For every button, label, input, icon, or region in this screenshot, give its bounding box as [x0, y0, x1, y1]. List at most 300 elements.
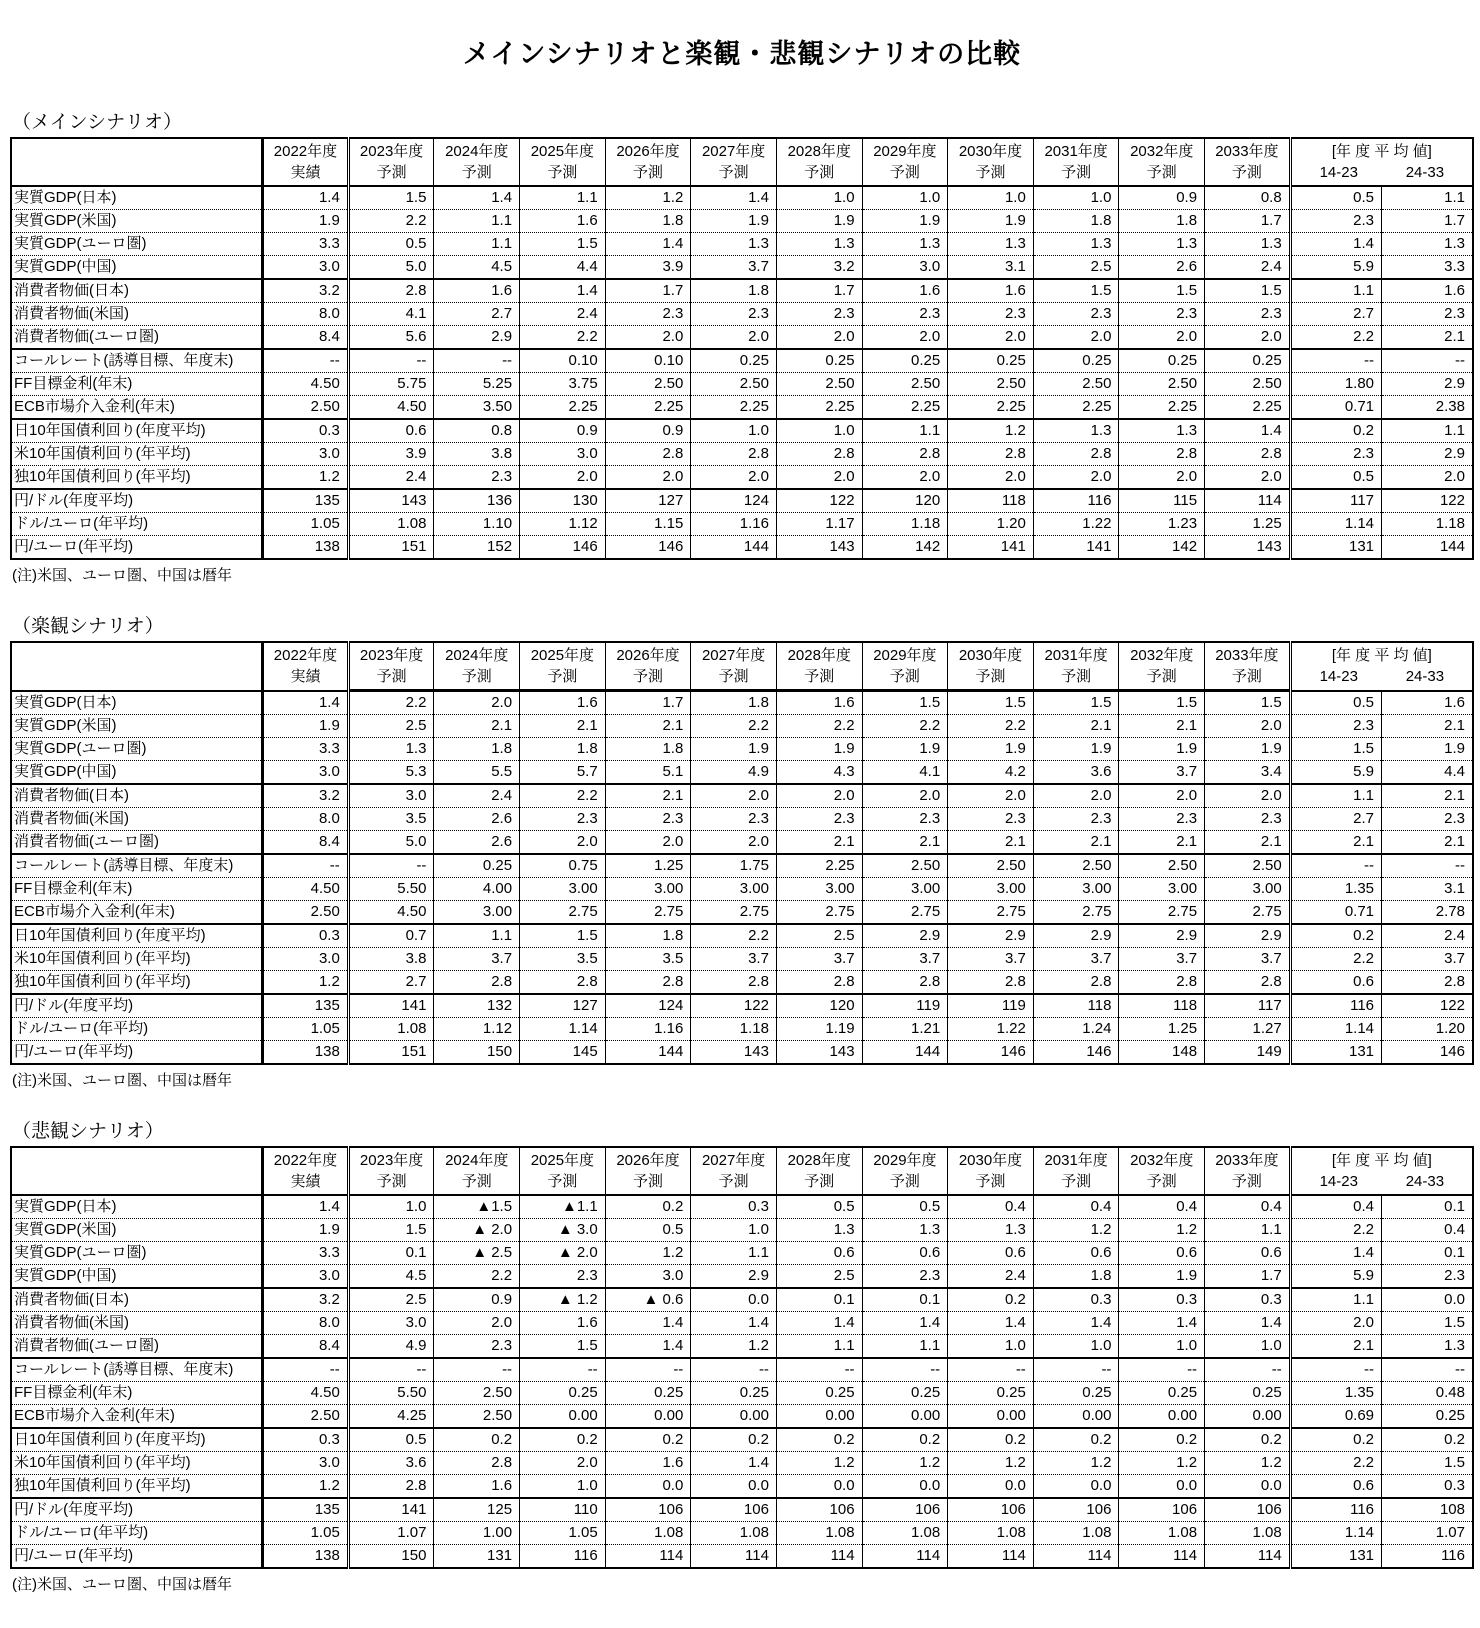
row-label-cell: コールレート(誘導目標、年度末)	[11, 854, 263, 878]
value-cell: 0.2	[776, 1428, 862, 1452]
value-cell: 1.3	[691, 233, 777, 256]
value-cell: 0.2	[948, 1288, 1034, 1312]
value-cell: 3.0	[862, 256, 948, 280]
value-cell: 1.9	[691, 738, 777, 761]
value-cell: 1.3	[948, 233, 1034, 256]
value-cell: 2.25	[776, 396, 862, 420]
value-cell: 0.3	[1205, 1288, 1291, 1312]
value-cell: 0.71	[1290, 396, 1381, 420]
row-label-cell: 実質GDP(ユーロ圏)	[11, 1242, 263, 1265]
value-cell: 106	[1119, 1498, 1205, 1522]
value-cell: 1.2	[776, 1452, 862, 1475]
value-cell: 1.08	[1033, 1522, 1119, 1545]
value-cell: 141	[1033, 536, 1119, 560]
value-cell: 1.1	[1205, 1219, 1291, 1242]
value-cell: 1.9	[862, 738, 948, 761]
value-cell: 0.5	[1290, 691, 1381, 715]
value-cell: 2.4	[1205, 256, 1291, 280]
value-cell: 3.7	[1205, 948, 1291, 971]
value-cell: 2.3	[1033, 808, 1119, 831]
value-cell: 2.8	[348, 1475, 434, 1499]
value-cell: 1.7	[605, 691, 691, 715]
value-cell: 141	[948, 536, 1034, 560]
value-cell: 2.50	[1119, 373, 1205, 396]
value-cell: 1.3	[1382, 233, 1473, 256]
value-cell: 1.18	[862, 513, 948, 536]
value-cell: 0.25	[1382, 1405, 1473, 1429]
value-cell: 2.3	[862, 1265, 948, 1289]
value-cell: 114	[1119, 1545, 1205, 1569]
value-cell: 106	[691, 1498, 777, 1522]
value-cell: 2.25	[862, 396, 948, 420]
value-cell: 5.50	[348, 878, 434, 901]
header-average-cell: [年 度 平 均 値] 14-23 24-33	[1290, 1147, 1473, 1195]
value-cell: 4.9	[691, 761, 777, 785]
value-cell: 2.7	[1290, 808, 1381, 831]
value-cell: 124	[605, 994, 691, 1018]
value-cell: 1.3	[776, 1219, 862, 1242]
value-cell: 2.3	[1290, 715, 1381, 738]
row-label-cell: 円/ユーロ(年平均)	[11, 1041, 263, 1065]
value-cell: 1.4	[691, 1452, 777, 1475]
value-cell: 106	[1205, 1498, 1291, 1522]
value-cell: 2.0	[434, 691, 520, 715]
value-cell: 2.2	[862, 715, 948, 738]
scenario-table-pessimistic	[10, 1146, 1474, 1569]
value-cell: 1.6	[520, 691, 606, 715]
value-cell: 2.1	[1382, 784, 1473, 808]
value-cell: 1.4	[520, 279, 606, 303]
value-cell: --	[948, 1358, 1034, 1382]
value-cell: 127	[520, 994, 606, 1018]
note-optimistic: (注)米国、ユーロ圏、中国は暦年	[12, 1072, 232, 1089]
row-label-cell: 実質GDP(中国)	[11, 256, 263, 280]
header-year-cell: 2032年度 予測	[1119, 138, 1205, 186]
value-cell: 106	[948, 1498, 1034, 1522]
value-cell: 1.08	[1119, 1522, 1205, 1545]
header-year-cell: 2025年度 予測	[520, 642, 606, 691]
value-cell: 0.6	[1290, 971, 1381, 995]
value-cell: 2.4	[948, 1265, 1034, 1289]
value-cell: 0.9	[605, 419, 691, 443]
value-cell: 1.3	[862, 1219, 948, 1242]
value-cell: 151	[348, 1041, 434, 1065]
value-cell: 4.3	[776, 761, 862, 785]
value-cell: ▲ 1.2	[520, 1288, 606, 1312]
value-cell: 1.4	[1033, 1312, 1119, 1335]
value-cell: 119	[948, 994, 1034, 1018]
value-cell: 1.9	[691, 210, 777, 233]
value-cell: 1.4	[434, 186, 520, 210]
value-cell: 2.9	[862, 924, 948, 948]
value-cell: --	[263, 349, 349, 373]
value-cell: 0.3	[263, 1428, 349, 1452]
value-cell: 4.50	[348, 396, 434, 420]
value-cell: 1.9	[1205, 738, 1291, 761]
value-cell: 2.78	[1382, 901, 1473, 925]
row-label-cell: ドル/ユーロ(年平均)	[11, 1522, 263, 1545]
value-cell: 3.6	[1033, 761, 1119, 785]
value-cell: 106	[862, 1498, 948, 1522]
value-cell: 106	[605, 1498, 691, 1522]
value-cell: 0.25	[862, 349, 948, 373]
row-label-cell: 実質GDP(中国)	[11, 1265, 263, 1289]
value-cell: 138	[263, 1041, 349, 1065]
value-cell: 3.2	[263, 279, 349, 303]
value-cell: 1.0	[948, 186, 1034, 210]
value-cell: 146	[1033, 1041, 1119, 1065]
value-cell: 143	[776, 536, 862, 560]
value-cell: 0.25	[776, 1382, 862, 1405]
value-cell: 1.4	[1205, 1312, 1291, 1335]
value-cell: 2.50	[1119, 854, 1205, 878]
value-cell: 2.1	[520, 715, 606, 738]
value-cell: 1.07	[1382, 1522, 1473, 1545]
value-cell: 2.50	[862, 373, 948, 396]
value-cell: 1.8	[691, 279, 777, 303]
header-year-cell: 2025年度 予測	[520, 138, 606, 186]
row-label-cell: 消費者物価(日本)	[11, 1288, 263, 1312]
value-cell: 1.3	[348, 738, 434, 761]
value-cell: --	[263, 1358, 349, 1382]
value-cell: 1.4	[263, 691, 349, 715]
value-cell: 2.8	[776, 443, 862, 466]
value-cell: 2.0	[1290, 1312, 1381, 1335]
value-cell: 2.2	[691, 924, 777, 948]
value-cell: 1.05	[263, 513, 349, 536]
value-cell: --	[1290, 1358, 1381, 1382]
value-cell: 2.1	[1033, 715, 1119, 738]
row-label-cell: 米10年国債利回り(年平均)	[11, 1452, 263, 1475]
value-cell: 1.3	[862, 233, 948, 256]
value-cell: 2.1	[776, 831, 862, 855]
value-cell: 0.25	[1205, 349, 1291, 373]
value-cell: 1.22	[1033, 513, 1119, 536]
value-cell: 0.3	[691, 1195, 777, 1219]
value-cell: 0.6	[862, 1242, 948, 1265]
value-cell: 1.9	[862, 210, 948, 233]
value-cell: ▲1.1	[520, 1195, 606, 1219]
value-cell: 146	[605, 536, 691, 560]
value-cell: 0.00	[1119, 1405, 1205, 1429]
value-cell: 116	[1290, 1498, 1381, 1522]
value-cell: 3.0	[348, 784, 434, 808]
value-cell: 144	[1382, 536, 1473, 560]
scenario-section-optimistic	[10, 611, 1474, 1090]
value-cell: 1.0	[862, 186, 948, 210]
value-cell: 114	[691, 1545, 777, 1569]
value-cell: 1.3	[1119, 233, 1205, 256]
row-label-cell: 日10年国債利回り(年度平均)	[11, 419, 263, 443]
value-cell: 1.2	[1033, 1219, 1119, 1242]
value-cell: 1.4	[862, 1312, 948, 1335]
value-cell: 124	[691, 489, 777, 513]
value-cell: 2.2	[348, 210, 434, 233]
value-cell: 0.4	[1033, 1195, 1119, 1219]
value-cell: 2.4	[434, 784, 520, 808]
value-cell: 2.3	[605, 303, 691, 326]
value-cell: 1.4	[1290, 233, 1381, 256]
value-cell: 120	[862, 489, 948, 513]
row-label-cell: 実質GDP(米国)	[11, 715, 263, 738]
value-cell: 0.5	[605, 1219, 691, 1242]
value-cell: 2.8	[691, 443, 777, 466]
value-cell: 2.9	[691, 1265, 777, 1289]
value-cell: 8.0	[263, 1312, 349, 1335]
header-year-cell: 2027年度 予測	[691, 642, 777, 691]
value-cell: 0.6	[948, 1242, 1034, 1265]
header-empty-cell	[11, 642, 263, 691]
value-cell: 2.3	[1205, 303, 1291, 326]
header-year-cell: 2024年度 予測	[434, 138, 520, 186]
value-cell: 2.50	[434, 1405, 520, 1429]
value-cell: 1.35	[1290, 1382, 1381, 1405]
value-cell: 1.14	[520, 1018, 606, 1041]
value-cell: 2.2	[520, 784, 606, 808]
value-cell: 2.50	[1033, 373, 1119, 396]
value-cell: 0.25	[1033, 349, 1119, 373]
value-cell: 2.3	[1382, 303, 1473, 326]
value-cell: 3.0	[520, 443, 606, 466]
value-cell: 0.3	[1119, 1288, 1205, 1312]
value-cell: 1.9	[776, 210, 862, 233]
note-main: (注)米国、ユーロ圏、中国は暦年	[12, 567, 232, 584]
value-cell: 1.4	[1119, 1312, 1205, 1335]
value-cell: 1.6	[434, 1475, 520, 1499]
value-cell: 2.50	[1033, 854, 1119, 878]
value-cell: 1.08	[948, 1522, 1034, 1545]
header-year-cell: 2031年度 予測	[1033, 1147, 1119, 1195]
value-cell: 2.8	[434, 1452, 520, 1475]
value-cell: 119	[862, 994, 948, 1018]
value-cell: 5.1	[605, 761, 691, 785]
value-cell: 1.9	[1119, 1265, 1205, 1289]
value-cell: 2.5	[348, 1288, 434, 1312]
value-cell: 132	[434, 994, 520, 1018]
value-cell: 2.0	[691, 831, 777, 855]
value-cell: 3.3	[263, 1242, 349, 1265]
header-year-cell: 2023年度 予測	[348, 138, 434, 186]
value-cell: 1.18	[1382, 513, 1473, 536]
value-cell: --	[1382, 1358, 1473, 1382]
value-cell: 0.2	[1119, 1428, 1205, 1452]
value-cell: 0.6	[1033, 1242, 1119, 1265]
value-cell: 2.2	[948, 715, 1034, 738]
value-cell: 3.0	[605, 1265, 691, 1289]
value-cell: 1.1	[1382, 419, 1473, 443]
value-cell: 2.75	[948, 901, 1034, 925]
value-cell: 2.0	[691, 466, 777, 490]
value-cell: 1.18	[691, 1018, 777, 1041]
value-cell: 2.8	[1119, 443, 1205, 466]
value-cell: 1.6	[520, 1312, 606, 1335]
row-label-cell: FF目標金利(年末)	[11, 1382, 263, 1405]
row-label-cell: 実質GDP(日本)	[11, 1195, 263, 1219]
value-cell: 1.14	[1290, 1522, 1381, 1545]
value-cell: 0.6	[1119, 1242, 1205, 1265]
value-cell: 2.1	[1382, 715, 1473, 738]
value-cell: --	[1033, 1358, 1119, 1382]
value-cell: 0.0	[948, 1475, 1034, 1499]
value-cell: 3.0	[263, 948, 349, 971]
value-cell: 1.08	[605, 1522, 691, 1545]
value-cell: 1.4	[1290, 1242, 1381, 1265]
value-cell: 3.5	[605, 948, 691, 971]
scenario-table-optimistic	[10, 641, 1474, 1065]
value-cell: 3.2	[776, 256, 862, 280]
value-cell: 3.8	[434, 443, 520, 466]
row-label-cell: 実質GDP(中国)	[11, 761, 263, 785]
value-cell: 0.4	[948, 1195, 1034, 1219]
value-cell: 1.5	[1205, 279, 1291, 303]
value-cell: 1.6	[862, 279, 948, 303]
value-cell: 0.1	[1382, 1242, 1473, 1265]
value-cell: 0.4	[1205, 1195, 1291, 1219]
value-cell: 143	[691, 1041, 777, 1065]
value-cell: 2.0	[776, 326, 862, 350]
value-cell: 1.2	[263, 1475, 349, 1499]
value-cell: 131	[1290, 1545, 1381, 1569]
value-cell: 2.1	[605, 784, 691, 808]
value-cell: 1.5	[520, 233, 606, 256]
value-cell: 3.00	[520, 878, 606, 901]
value-cell: 2.0	[862, 784, 948, 808]
header-year-cell: 2033年度 予測	[1205, 642, 1291, 691]
value-cell: 1.5	[520, 924, 606, 948]
value-cell: ▲ 0.6	[605, 1288, 691, 1312]
value-cell: 0.25	[948, 1382, 1034, 1405]
value-cell: 0.6	[1290, 1475, 1381, 1499]
value-cell: 1.2	[263, 971, 349, 995]
value-cell: 0.0	[862, 1475, 948, 1499]
value-cell: 2.50	[691, 373, 777, 396]
value-cell: 1.0	[776, 419, 862, 443]
value-cell: 1.3	[1033, 419, 1119, 443]
value-cell: 2.0	[948, 326, 1034, 350]
value-cell: 1.35	[1290, 878, 1381, 901]
value-cell: 1.8	[605, 210, 691, 233]
value-cell: 1.23	[1119, 513, 1205, 536]
value-cell: 2.25	[1119, 396, 1205, 420]
header-year-cell: 2028年度 予測	[776, 642, 862, 691]
value-cell: 1.00	[434, 1522, 520, 1545]
value-cell: 0.5	[1290, 186, 1381, 210]
value-cell: 1.9	[1382, 738, 1473, 761]
value-cell: 1.19	[776, 1018, 862, 1041]
value-cell: 0.1	[862, 1288, 948, 1312]
value-cell: 106	[1033, 1498, 1119, 1522]
value-cell: 149	[1205, 1041, 1291, 1065]
value-cell: 4.2	[948, 761, 1034, 785]
value-cell: 0.25	[434, 854, 520, 878]
value-cell: 127	[605, 489, 691, 513]
row-label-cell: 独10年国債利回り(年平均)	[11, 1475, 263, 1499]
value-cell: 1.6	[1382, 279, 1473, 303]
value-cell: 2.2	[691, 715, 777, 738]
value-cell: 2.0	[1119, 326, 1205, 350]
value-cell: 2.50	[776, 373, 862, 396]
value-cell: 2.50	[862, 854, 948, 878]
value-cell: 1.1	[691, 1242, 777, 1265]
value-cell: 0.0	[605, 1475, 691, 1499]
value-cell: 2.8	[605, 971, 691, 995]
value-cell: 0.3	[263, 419, 349, 443]
value-cell: 1.16	[691, 513, 777, 536]
value-cell: 3.50	[434, 396, 520, 420]
value-cell: 2.2	[520, 326, 606, 350]
header-year-cell: 2029年度 予測	[862, 1147, 948, 1195]
section-label-main: （メインシナリオ）	[12, 112, 182, 133]
value-cell: 3.00	[605, 878, 691, 901]
value-cell: 0.00	[862, 1405, 948, 1429]
scenario-section-pessimistic	[10, 1116, 1474, 1594]
value-cell: 2.1	[1382, 326, 1473, 350]
value-cell: 1.7	[605, 279, 691, 303]
value-cell: 2.2	[434, 1265, 520, 1289]
value-cell: 3.3	[1382, 256, 1473, 280]
value-cell: 2.0	[520, 831, 606, 855]
header-empty-cell	[11, 1147, 263, 1195]
value-cell: 0.0	[1033, 1475, 1119, 1499]
value-cell: 1.12	[434, 1018, 520, 1041]
header-year-cell: 2030年度 予測	[948, 138, 1034, 186]
value-cell: 1.8	[1119, 210, 1205, 233]
value-cell: 0.25	[776, 349, 862, 373]
value-cell: 114	[1205, 489, 1291, 513]
value-cell: 148	[1119, 1041, 1205, 1065]
value-cell: 3.0	[263, 256, 349, 280]
value-cell: 1.0	[1119, 1335, 1205, 1359]
value-cell: 3.8	[348, 948, 434, 971]
value-cell: 0.6	[776, 1242, 862, 1265]
row-label-cell: 日10年国債利回り(年度平均)	[11, 924, 263, 948]
value-cell: 0.2	[605, 1195, 691, 1219]
value-cell: 0.2	[948, 1428, 1034, 1452]
value-cell: 0.2	[520, 1428, 606, 1452]
value-cell: 1.80	[1290, 373, 1381, 396]
value-cell: 2.8	[776, 971, 862, 995]
value-cell: 5.9	[1290, 256, 1381, 280]
value-cell: 2.75	[1119, 901, 1205, 925]
value-cell: 2.3	[1290, 210, 1381, 233]
row-label-cell: 独10年国債利回り(年平均)	[11, 466, 263, 490]
value-cell: 0.71	[1290, 901, 1381, 925]
value-cell: 1.8	[691, 691, 777, 715]
value-cell: 4.1	[348, 303, 434, 326]
value-cell: 0.1	[776, 1288, 862, 1312]
value-cell: 3.7	[1033, 948, 1119, 971]
header-year-cell: 2029年度 予測	[862, 138, 948, 186]
header-year-cell: 2028年度 予測	[776, 1147, 862, 1195]
value-cell: 138	[263, 536, 349, 560]
value-cell: 1.0	[1033, 186, 1119, 210]
value-cell: 1.5	[348, 186, 434, 210]
value-cell: 2.3	[1033, 303, 1119, 326]
value-cell: 2.8	[1033, 971, 1119, 995]
value-cell: 2.3	[862, 303, 948, 326]
value-cell: 114	[1033, 1545, 1119, 1569]
row-label-cell: 消費者物価(日本)	[11, 784, 263, 808]
value-cell: 138	[263, 1545, 349, 1569]
value-cell: 1.3	[1382, 1335, 1473, 1359]
value-cell: 118	[1033, 994, 1119, 1018]
value-cell: 2.25	[605, 396, 691, 420]
header-year-cell: 2028年度 予測	[776, 138, 862, 186]
value-cell: 2.75	[605, 901, 691, 925]
value-cell: 1.05	[520, 1522, 606, 1545]
row-label-cell: 実質GDP(ユーロ圏)	[11, 738, 263, 761]
value-cell: 0.00	[520, 1405, 606, 1429]
